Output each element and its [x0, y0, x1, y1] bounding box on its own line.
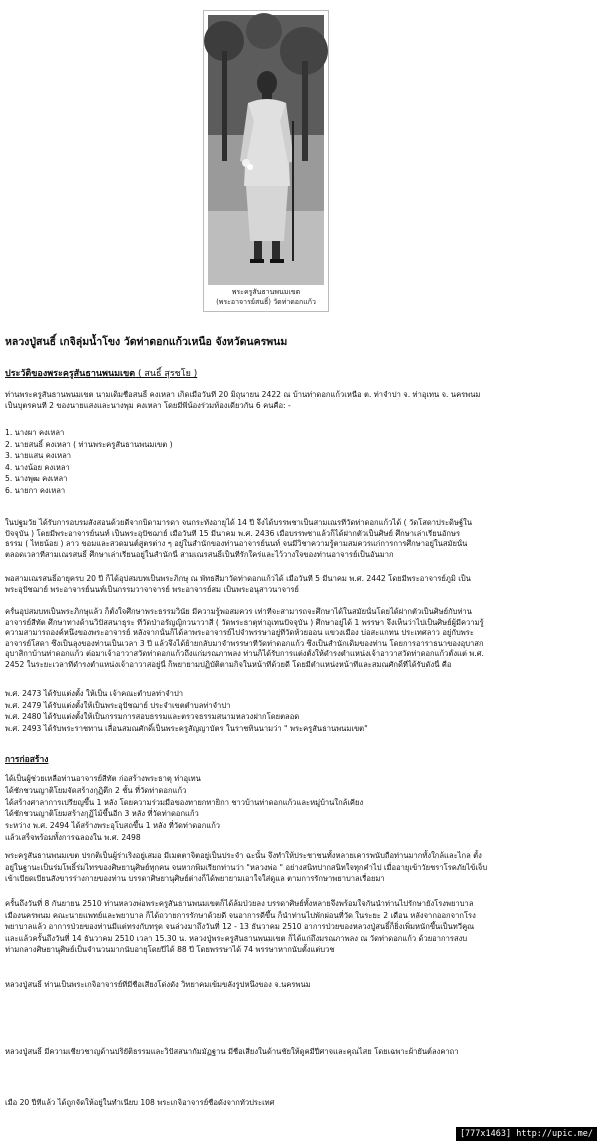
photo-caption-temple: (พระอาจารย์สนธิ์) วัดท่าดอกแก้ว [216, 298, 316, 306]
list-item: พ.ศ. 2480 ได้รับแต่งตั้งให้เป็นกรรมการสอบธรรมและตรวจธรรมสนามหลวงฝากโดยตลอด [5, 712, 300, 722]
list-item: ได้สร้างศาลาการเปรียญขึ้น 1 หลัง โดยความร่วมมือของทายกทายิกา ชาวบ้านท่าดอกแก้วและหมู่บ้านใกล้เคียง [5, 797, 364, 807]
bio-heading-suffix: ( สนธิ์ สุรชโย ) [135, 369, 198, 379]
list-item: ได้เป็นผู้ช่วยเหลือท่านอาจารย์สีทัต ก่อสร้างพระธาตุ ท่าอุเทน [5, 774, 201, 783]
text-line: หลวงปู่สนธิ์ มีความเชี่ยวชาญด้านปริยัติธรรมและวิปัสสนากัมมัฏฐาน มีชื่อเสียงในด้านชัยให้ดูคมีปีศาจและคุณไสย โดยเฉพาะผ้ายันต์ลงคาถา [5, 1047, 459, 1056]
text-line: ท่านพระครูสันธานพนมเขต นามเดิมชื่อสนธิ์ คงเหลา เกิดเมื่อวันที่ 20 มิถุนายน 2422 ณ บ้านท่าดอกแก้วเหนือ ต. ท่าจำปา จ. ท่าอุเทน จ. นครพนม [5, 390, 481, 399]
text-line: ครั้นอุปสมบทเป็นพระภิกษุแล้ว ก็ตั้งใจศึกษาพระธรรมวินัย มีความรู้พอสมควร เท่าที่จะสามารถจะศึกษาได้ในสมัยนั้นโดยได้ฝากตัวเป็นศิษย์กับท่าน [5, 607, 472, 616]
list-item: 5. นางพุฒ คงเหลา [5, 474, 68, 484]
bio-heading-text: ประวัติของพระครูสันธานพนมเขต [5, 369, 136, 379]
closing-fame [5, 980, 595, 991]
list-item: ได้ชักชวนญาติโยมจัดสร้างกุฏิตึก 2 ชั้น ที่วัดท่าดอกแก้ว [5, 785, 187, 795]
list-item: พ.ศ. 2473 ได้รับแต่งตั้ง ให้เป็น เจ้าคณะตำบลท่าจำปา [5, 689, 184, 698]
text-line: พยาบาลแล้ว อาการป่วยของท่านมีแต่ทรงกับทรุด จนล่วงมาถึงวันที่ 12 - 13 ธันวาคม 2510 อาการป่วยของหลวงปู่สนธิ์ก็ยิ่งเพิ่มหนักขึ้นเป็นทวีคูณ [5, 922, 475, 932]
text-line: พระครูสันธานพนมเขต ปรกติเป็นผู้ร่าเริงอยู่เสมอ มีเมตตาจิตอยู่เป็นประจำ ฉะนั้น จึงทำให้ประชาชนทั้งหลายเคารพนับถือท่านมากทั้งใกล้และไกล ตั้ง [5, 851, 482, 860]
construction-heading: การก่อสร้าง [5, 755, 49, 765]
text-line: อาจารย์สีทัต ศึกษาทางด้านวิปัสสนาธุระ ที่วัดป่าอรัญญิกวนาวาสี ( วัดพระธาตุท่าอุเทนปัจจุบัน ) ศึกษาอยู่ได้ 1 พรรษา จึงเห็นว่าไปเป็นศิษย์ผู้มีความรู้ [5, 617, 484, 627]
monk-photo [203, 10, 329, 312]
photo-caption-name: พระครูสันธานพนมเขต [231, 288, 301, 296]
text-line: และแล้วครั้นถึงวันที่ 14 ธันวาคม 2510 เวลา 15.30 น. หลวงปู่พระครูสันธานพนมเขต ก็ได้แก่ถึงมรณภาพลง ณ วัดท่าดอกแก้ว ด้วยอาการสงบ [5, 933, 468, 943]
list-item: พ.ศ. 2479 ได้รับแต่งตั้งให้เป็นพระอุปัชฌาย์ ประจำเขตตำบลท่าจำปา [5, 700, 231, 710]
text-line: ในปฐมวัย ได้รับการอบรมสั่งสอนด้วยดีจากบิดามารดา จนกระทั่งอายุได้ 14 ปี จึงได้บรรพชาเป็นสามเณรที่วัดท่าดอกแก้วได้ ( วัดโสดาประดิษฐ์ใน [5, 518, 473, 527]
text-line: เมืองนครพนม คณะนายแพทย์และพยาบาล ก็ได้ถวายการรักษาด้วยดี จนอาการดีขึ้น ก็นำท่านไปพักผ่อนที่วัด ในระยะ 2 เดือน หลังจากออกจากโรง [5, 910, 476, 920]
text-line: ความสามารถองค์หนึ่งของพระอาจารย์ หลังจากนั้นก็ได้ลาพระอาจารย์ไปจำพรรษาอยู่ที่วัดห้วยออน แขวงเมือง บ่อสะแกทน ประเทศลาว อยู่กับพระ [5, 628, 474, 637]
text-line: ธรรม ( ไทยน้อย ) ลาว ขอมและสวดมนต์สูตรต่าง ๆ อยู่ในสำนักของท่านอาจารย์นนท์ จนมีวิชาความรู้ตามสมควรแก่การการศึกษาอยู่ในสมัยนั้น [5, 539, 468, 548]
closing-ranking [5, 1098, 595, 1109]
death-paragraph [5, 898, 595, 956]
ordination-paragraph [5, 574, 595, 595]
text-line: ครั้นถึงวันที่ 8 กันยายน 2510 ท่านหลวงพ่อพระครูสันธานพนมเขตก็ได้ล้มป่วยลง บรรดาศิษย์ทั้งหลายจึงพร้อมใจกันนำท่านไปรักษายังโรงพยาบาล [5, 899, 474, 908]
appointments-list [5, 688, 595, 734]
text-line: อยู่ในฐานะเป็นร่มโพธิ์ร่มไทรของศิษยานุศิษย์ทุกคน จนหากพิมเรียกท่านว่า "หลวงพ่อ " อย่างสนิทปากสนิทใจทุกคำไป เมื่ออายุเข้าวัยชราโรคภัยไข้เจ็บ [5, 862, 488, 872]
text-line: 2452 ในระยะเวลาที่ดำรงตำแหน่งเจ้าอาวาสอยู่นี้ ก็พยายามปฏิบัติตามกิจในหน้าที่ด้วยดี โดยมีตำแหน่งหน้าที่และสมณศักดิ์ที่ได้รับดังนี้ คือ [5, 659, 452, 669]
text-line: อาจารย์โสดา ซึ่งเป็นลุงของท่านเป็นเวลา 3 ปี แล้วจึงได้ย้ายกลับมาจำพรรษาที่วัดท่าดอกแก้ว ซึ่งเป็นสำนักเดิมของท่าน โดยการอาราธนาของอุบาสก [5, 638, 484, 648]
construction-list [5, 773, 595, 844]
text-line: ปัจจุบัน ) โดยมีพระอาจารย์นนท์ เป็นพระอุปัชฌาย์ เมื่อวันที่ 15 มีนาคม พ.ศ. 2436 เมื่อบรรพชาแล้วก็ได้ฝากตัวเป็นศิษย์ ศึกษาเล่าเรียนอักษร [5, 528, 461, 538]
bio-intro [5, 390, 595, 411]
text-line: เมื่อ 20 ปีที่แล้ว ได้ถูกจัดให้อยู่ในทำเนียบ 108 พระเกจิอาจารย์ชื่อดังจากทั่วประเทศ [5, 1098, 275, 1107]
list-item: ได้ชักชวนญาติโยมสร้างกุฏิไม้ขึ้นอีก 3 หลัง ที่วัดท่าดอกแก้ว [5, 809, 199, 819]
siblings-list [5, 427, 595, 497]
monk-photo-image [204, 11, 328, 311]
bio-heading [5, 366, 197, 380]
study-paragraph [5, 607, 595, 670]
watermark-badge[interactable]: [777x1463] http://upic.me/ [456, 1127, 597, 1141]
text-line: พระอุปัชฌาย์ พระอาจารย์นนท์เป็นกรรมวาจาจารย์ พระอาจารย์สม เป็นพระอนุสาวนาจารย์ [5, 584, 299, 594]
list-item: 4. นางน้อย คงเหลา [5, 462, 70, 472]
list-item: 6. นายกา คงเหลา [5, 485, 66, 495]
list-item: พ.ศ. 2493 ได้รับพระราชทาน เลื่อนสมณศักดิ์เป็นพระครูสัญญาบัตร ในราชทินนามว่า " พระครูสันธานพนมเขต" [5, 723, 368, 733]
text-line: หลวงปู่สนธิ์ ท่านเป็นพระเกจิอาจารย์ที่มีชื่อเสียงโด่งดัง วิทยาคมเข้มขลังรูปหนึ่งของ จ.นครพนม [5, 980, 311, 989]
text-line: ตลอดเวลาที่สามเณรสนธิ์ ศึกษาเล่าเรียนอยู่ในสำนักนี้ สามเณรสนธิ์เป็นที่รักใคร่และไว้วางใจของท่านอาจารย์เป็นอันมาก [5, 549, 394, 559]
childhood-paragraph [5, 518, 595, 560]
list-item: 1. นางผา คงเหลา [5, 428, 65, 437]
closing-expertise [5, 1047, 595, 1058]
character-paragraph [5, 850, 595, 885]
list-item: 2. นายสนธิ์ คงเหลา ( ท่านพระครูสันธานพนมเขต ) [5, 439, 173, 449]
text-line: ท่ามกลางศิษยานุศิษย์เป็นจำนวนมากนับอายุโดยปีได้ 88 ปี โดยพรรษาได้ 74 พรรษาหากนับตั้งแต่บวช [5, 945, 335, 955]
list-item: แล้วเสร็จพร้อมทั้งการฉลองใน พ.ศ. 2498 [5, 832, 141, 842]
page-title: หลวงปู่สนธิ์ เกจิลุ่มน้ำโขง วัดท่าดอกแก้วเหนือ จังหวัดนครพนม [5, 336, 288, 348]
text-line: เข้าเบียดเบียนสังขารร่างกายของท่าน บรรดาศิษยานุศิษย์ต่างก็ได้พยายามเอาใจใส่ดูแล ตามการรักษาพยาบาลเรื่อยมา [5, 874, 385, 884]
text-line: พอสามเณรสนธิ์อายุครบ 20 ปี ก็ได้อุปสมบทเป็นพระภิกษุ ณ พัทธสีมาวัดท่าดอกแก้วได้ เมื่อวันที่ 5 มีนาคม พ.ศ. 2442 โดยมีพระอาจารย์ภูมิ เป็น [5, 574, 471, 583]
text-line: เป็นบุตรคนที่ 2 ของนายแสงและนางพุม คงเหลา โดยมีพี่น้องร่วมท้องเดียวกัน 6 คนคือ: - [5, 400, 291, 410]
text-line: อุบาสิกาบ้านท่าดอกแก้ว ต่อมาเจ้าอาวาสวัดท่าดอกแก้วถึงแก่มรณภาพลง ท่านก็ได้รับการแต่งตั้งให้ดำรงตำแหน่งเจ้าอาวาสวัดท่าดอกแก้วตั้งแต่ พ.ศ. [5, 649, 484, 658]
list-item: 3. นายแสน คงเหลา [5, 451, 72, 461]
list-item: ระหว่าง พ.ศ. 2494 ได้สร้างพระอุโบสถขึ้น 1 หลัง ที่วัดท่าดอกแก้ว [5, 821, 221, 831]
